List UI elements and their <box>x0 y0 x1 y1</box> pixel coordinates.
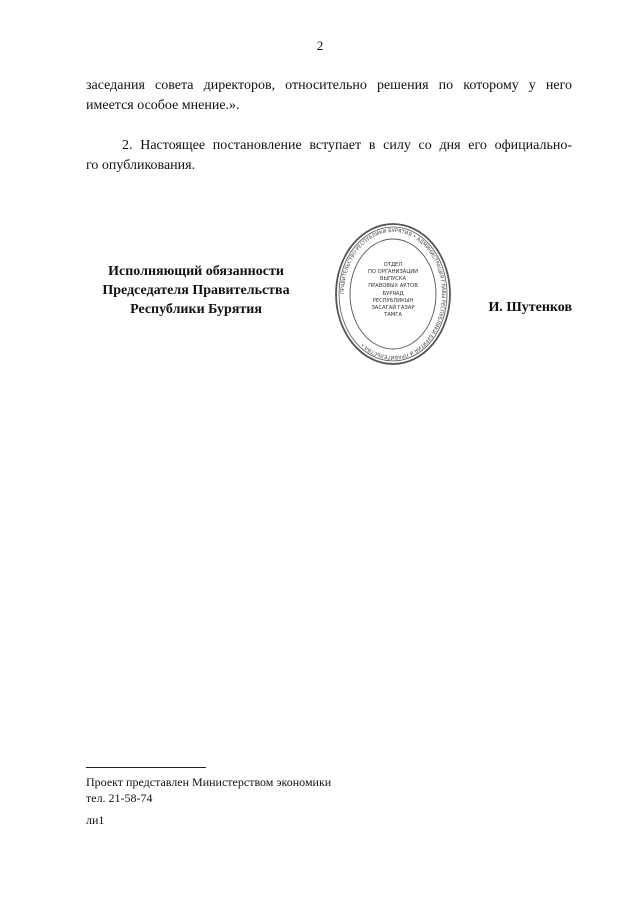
seal-text-line-7: ЗАСАГАЙ ГАЗАР <box>371 305 415 311</box>
seal-text-line-3: ВЫПУСКА <box>379 276 407 282</box>
page-number: 2 <box>316 38 324 53</box>
seal-text-line-8: ТАМГА <box>384 312 402 318</box>
seal-outer-ring-textpath: ПРАВИТЕЛЬСТВО РЕСПУБЛИКИ БУРЯТИЯ • АДМИНИСТРАЦИЯ ГЛАВЫ РЕСПУБЛИКИ БУРЯТИЯ И ПРАВИТЕЛЬСТВА • <box>339 227 447 361</box>
signatory-title-line-2: Председателя Правительства <box>102 283 290 298</box>
signatory-name: И. Шутенков <box>488 300 572 315</box>
footer-submitted-by: Проект представлен Министерством экономики <box>86 775 332 789</box>
signatory-title-line-1: Исполняющий обязанности <box>108 264 284 279</box>
seal-text-line-4: ПРАВОВЫХ АКТОВ <box>368 283 418 289</box>
paragraph-1-line-2: имеется особое мнение.». <box>86 98 240 113</box>
signatory-title <box>72 262 320 319</box>
signatory-title-line-3: Республики Бурятия <box>130 302 262 317</box>
paragraph-1-line-1: заседания совета директоров, относительно решения по которому у него <box>86 78 572 93</box>
paragraph-effective-date <box>86 136 572 176</box>
paragraph-continuation <box>86 76 572 116</box>
footer-file-code: ли1 <box>86 813 105 827</box>
footnote-divider <box>86 767 206 768</box>
footer-phone: тел. 21-58-74 <box>86 791 153 805</box>
official-seal-stamp <box>334 222 452 366</box>
paragraph-2-line-2: го опубликования. <box>86 158 196 173</box>
seal-text-line-6: РЕСПУБЛИКЫН <box>372 298 414 304</box>
seal-text-line-1: ОТДЕЛ <box>383 262 403 268</box>
paragraph-2-line-1: 2. Настоящее постановление вступает в силу со дня его официально- <box>122 138 572 153</box>
seal-text-line-2: ПО ОРГАНИЗАЦИИ <box>367 269 419 275</box>
seal-center-text <box>368 262 418 318</box>
seal-text-line-5: БУРЯАД <box>382 291 404 297</box>
